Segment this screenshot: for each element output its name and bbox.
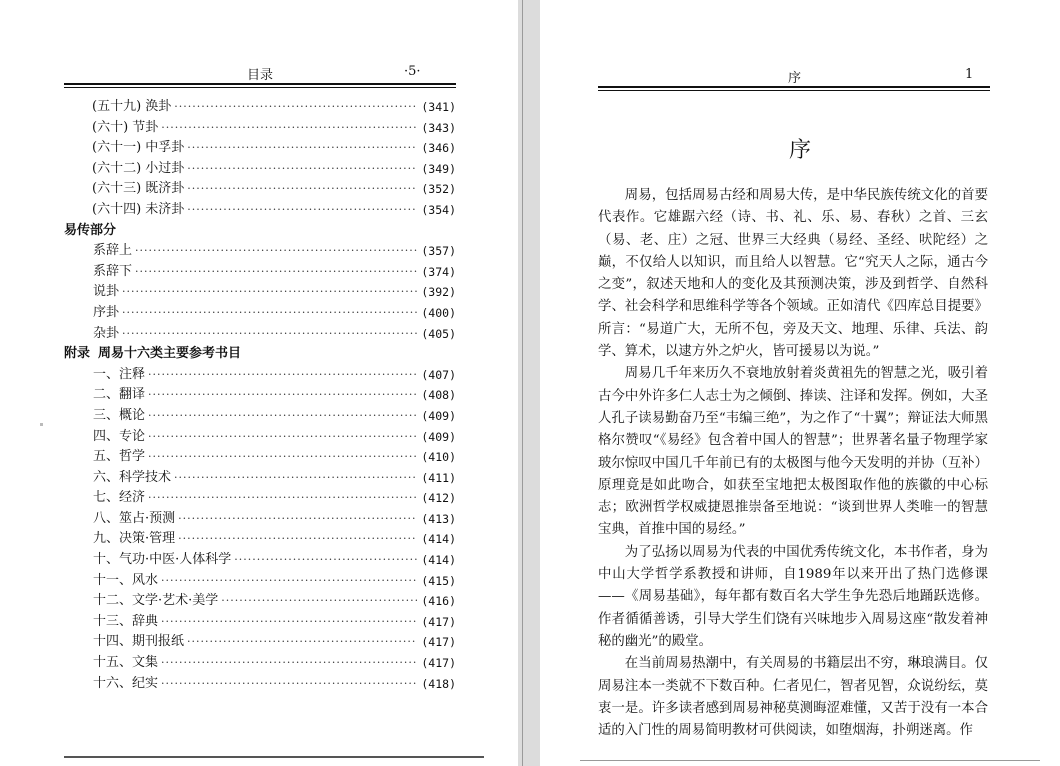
toc-entry-page: (341) <box>421 100 456 114</box>
toc-entry <box>64 385 456 406</box>
toc-entry <box>64 509 456 530</box>
toc-leader-dots <box>178 509 417 530</box>
toc-entry <box>64 303 456 324</box>
toc-entry <box>64 529 456 550</box>
toc-entry-page: (409) <box>421 429 456 444</box>
toc-entry-title: 四、专论 <box>93 428 146 444</box>
right-footer-rule <box>580 760 1040 761</box>
toc-leader-dots <box>161 653 417 674</box>
toc-leader-dots <box>122 282 417 303</box>
left-header-page-number: ·5· <box>404 64 421 79</box>
preface-paragraph-1: 周易，包括周易古经和周易大传，是中华民族传统文化的首要代表作。它雄踞六经（诗、书、礼、乐、易、春秋）之首、三玄（易、老、庄）之冠、世界三大经典（易经、圣经、吠陀经）之巅，不仅给人以知识，而且给人以智慧。它“究天人之际，通古今之变”，叙述天地和人的变化及其预测决策，涉及到哲学、自然科学、社会科学和思维科学等各个领域。正如清代《四库总目提要》所言：“易道广大，无所不包，旁及天文、地理、乐律、兵法、韵学、算术，以逮方外之炉火，皆可援易以为说。” <box>598 188 988 360</box>
preface-title: 序 <box>788 138 811 163</box>
toc-entry <box>64 262 456 283</box>
toc-entry-page: (416) <box>421 594 456 609</box>
toc-entry-page: (392) <box>421 285 456 300</box>
toc-entry-title: 杂卦 <box>93 325 120 341</box>
toc-appendix-label: 附录 <box>64 346 91 362</box>
toc-entry <box>64 324 456 345</box>
toc-entry-title: 十四、期刊报纸 <box>93 634 185 650</box>
toc-entry-title: 序卦 <box>93 304 120 320</box>
toc-leader-dots <box>148 427 417 448</box>
toc-entry-title: 十三、辞典 <box>93 613 159 629</box>
toc-entry-title: 系辞上 <box>93 243 133 259</box>
toc-entry-page: (414) <box>421 532 456 547</box>
toc-entry <box>64 571 456 592</box>
toc-entry <box>64 632 456 653</box>
toc-entry-page: (407) <box>421 367 456 382</box>
toc-entry <box>64 427 456 448</box>
right-header-rule-thin <box>598 90 990 91</box>
toc-entry-title: 八、筮占·预测 <box>93 510 176 526</box>
toc-entry <box>64 200 456 221</box>
toc-entry <box>64 674 456 695</box>
toc-entry <box>64 653 456 674</box>
left-page <box>0 0 518 766</box>
toc-entry <box>64 138 456 159</box>
toc-entry <box>64 488 456 509</box>
toc-leader-dots <box>135 241 417 262</box>
toc-leader-dots <box>187 200 417 221</box>
toc-entry-page: (349) <box>421 161 456 176</box>
toc-leader-dots <box>161 571 417 592</box>
toc-entry <box>64 118 456 139</box>
toc-leader-dots <box>161 612 417 633</box>
left-footer-rule <box>64 756 484 758</box>
toc-entry <box>64 97 456 118</box>
toc-entry-title: (六十二) 小过卦 <box>92 160 185 176</box>
toc-leader-dots <box>174 468 417 489</box>
toc-entry <box>64 468 456 489</box>
toc-entry <box>64 550 456 571</box>
toc-entry-page: (409) <box>421 408 456 423</box>
toc-leader-dots <box>187 159 417 180</box>
toc-entry-page: (354) <box>421 202 456 217</box>
toc-leader-dots <box>187 138 417 159</box>
toc-leader-dots <box>174 97 417 118</box>
toc-entry <box>64 365 456 386</box>
toc-section-title: 易传部分 <box>64 222 117 238</box>
toc-entry-page: (400) <box>421 305 456 320</box>
toc-entry-page: (415) <box>421 573 456 588</box>
toc-leader-dots <box>135 262 417 283</box>
toc-entry-page: (412) <box>421 491 456 506</box>
toc-entry-page: (410) <box>421 450 456 465</box>
toc-entry <box>64 591 456 612</box>
toc-entry-page: (405) <box>421 326 456 341</box>
page-gutter-line <box>522 0 523 766</box>
toc-entry-title: 十二、文学·艺术·美学 <box>93 593 219 609</box>
toc-entry <box>64 406 456 427</box>
toc-leader-dots <box>148 406 417 427</box>
toc-entry-page: (408) <box>421 388 456 403</box>
preface-paragraph-3: 为了弘扬以周易为代表的中国优秀传统文化，本书作者，身为中山大学哲学系教授和讲师，自1989年以来开出了热门选修课——《周易基础》，每年都有数百名大学生争先恐后地踊跃选修。作者循循善诱，引导大学生们饶有兴味地步入周易这座“散发着神秘的幽光”的殿堂。 <box>598 544 988 649</box>
toc-leader-dots <box>161 674 417 695</box>
toc-entry-title: 三、概论 <box>93 407 146 423</box>
toc-leader-dots <box>148 385 417 406</box>
toc-entry-page: (352) <box>421 182 456 197</box>
right-header-page-number: 1 <box>965 67 974 82</box>
toc-entry <box>64 179 456 200</box>
table-of-contents <box>64 97 456 694</box>
toc-entry-title: 九、决策·管理 <box>93 531 176 547</box>
right-header-rule <box>598 86 990 88</box>
toc-entry-title: (五十九) 涣卦 <box>92 99 172 114</box>
toc-entry-page: (417) <box>421 614 456 629</box>
toc-entry-title: 系辞下 <box>93 263 133 279</box>
toc-entry-title: 五、哲学 <box>93 449 146 465</box>
toc-entry-title: 二、翻译 <box>93 387 146 403</box>
toc-leader-dots <box>187 179 417 200</box>
toc-entry-title: (六十一) 中孚卦 <box>92 140 185 156</box>
toc-leader-dots <box>148 365 417 386</box>
toc-entry-title: 十一、风水 <box>93 572 159 588</box>
left-header-rule <box>64 83 456 85</box>
toc-entry-title: 一、注释 <box>93 366 146 382</box>
toc-entry-page: (413) <box>421 511 456 526</box>
preface-paragraph-2: 周易几千年来历久不衰地放射着炎黄祖先的智慧之光，吸引着古今中外许多仁人志士为之倾倒、捧读、注译和发挥。例如，大圣人孔子读易勤奋乃至“韦编三绝”，为之作了“十翼”；辩证法大师黑格尔赞叹“《易经》包含着中国人的智慧”；世界著名量子物理学家玻尔惊叹中国几千年前已有的太极图与他今天发明的并协（互补）原理竟是如此吻合，如获至宝地把太极图取作他的族徽的中心标志；欧洲哲学权威捷恩推崇备至地说：“谈到世界人类唯一的智慧宝典，首推中国的易经。” <box>598 366 988 538</box>
toc-leader-dots <box>161 118 417 139</box>
toc-entry <box>64 159 456 180</box>
toc-section-heading <box>64 221 456 242</box>
toc-entry-page: (346) <box>421 141 456 156</box>
left-header-rule-thin <box>64 87 456 88</box>
toc-entry-title: 十六、纪实 <box>93 675 159 691</box>
right-page <box>540 0 1060 766</box>
toc-appendix-title: 周易十六类主要参考书目 <box>98 346 242 362</box>
toc-entry-title: 六、科学技术 <box>93 469 172 485</box>
toc-entry-title: 十、气功·中医·人体科学 <box>93 552 232 568</box>
toc-entry <box>64 241 456 262</box>
toc-leader-dots <box>221 591 417 612</box>
toc-entry-page: (417) <box>421 656 456 671</box>
toc-leader-dots <box>187 632 417 653</box>
left-header-title: 目录 <box>247 68 274 83</box>
right-header-title: 序 <box>788 71 802 86</box>
toc-appendix-heading <box>64 344 456 365</box>
toc-entry-page: (343) <box>421 120 456 135</box>
toc-entry-title: (六十三) 既济卦 <box>92 181 185 197</box>
toc-leader-dots <box>178 529 417 550</box>
toc-entry <box>64 282 456 303</box>
toc-entry-title: (六十) 节卦 <box>92 119 159 135</box>
toc-entry-title: 十五、文集 <box>93 655 159 671</box>
preface-paragraph-4: 在当前周易热潮中，有关周易的书籍层出不穷，琳琅满目。仅周易注本一类就不下数百种。仁者见仁，智者见智，众说纷纭，莫衷一是。许多读者感到周易神秘莫测晦涩难懂，又苦于没有一本合适的入门性的周易简明教材可供阅读，如堕烟海，扑朔迷离。作 <box>598 656 988 739</box>
toc-entry <box>64 612 456 633</box>
toc-leader-dots <box>148 488 417 509</box>
toc-leader-dots <box>122 324 417 345</box>
toc-leader-dots <box>234 550 417 571</box>
scan-mark <box>40 423 43 426</box>
toc-leader-dots <box>148 447 417 468</box>
toc-entry-page: (414) <box>421 553 456 568</box>
toc-entry-title: 说卦 <box>93 284 120 300</box>
toc-entry <box>64 447 456 468</box>
toc-leader-dots <box>122 303 417 324</box>
toc-entry-page: (417) <box>421 635 456 650</box>
toc-entry-page: (357) <box>421 244 456 259</box>
toc-entry-title: (六十四) 未济卦 <box>92 201 185 217</box>
toc-entry-page: (418) <box>421 676 456 691</box>
preface-body <box>598 185 988 742</box>
toc-entry-title: 七、经济 <box>93 490 146 506</box>
toc-entry-page: (411) <box>421 470 456 485</box>
toc-entry-page: (374) <box>421 264 456 279</box>
